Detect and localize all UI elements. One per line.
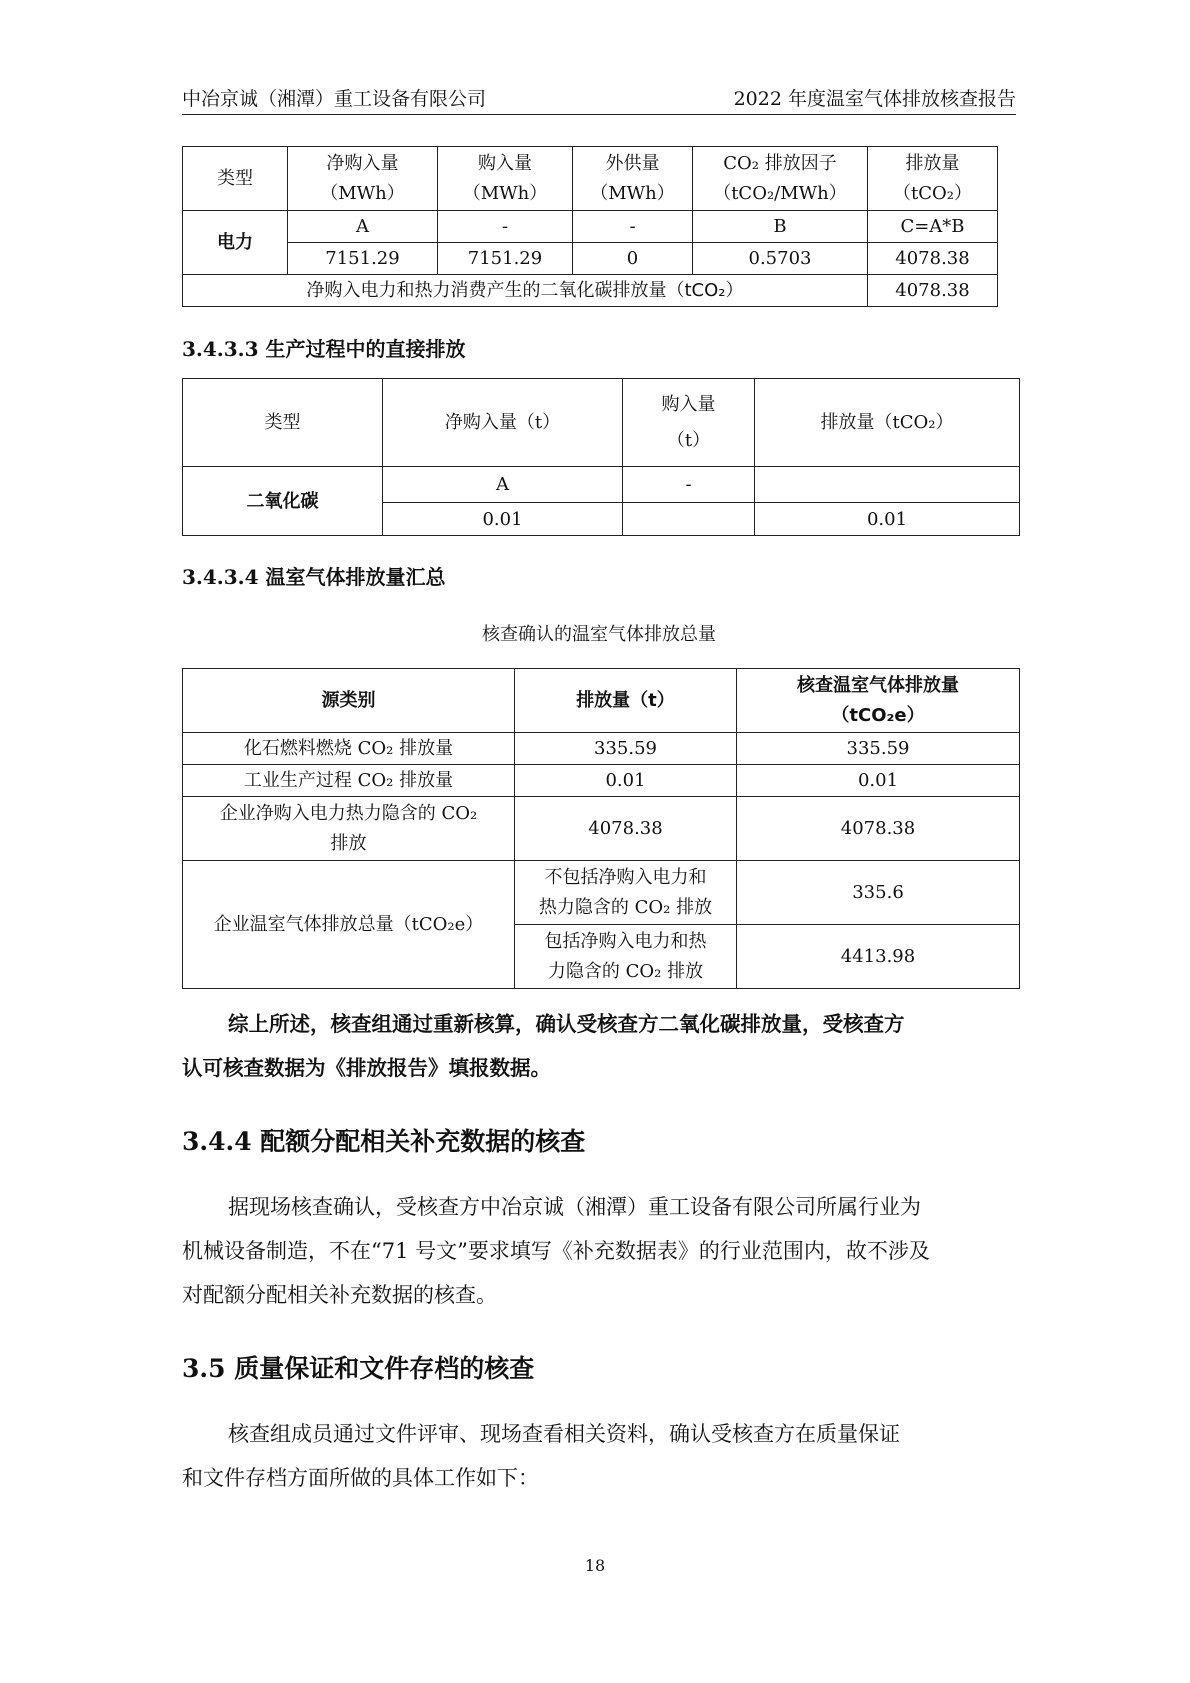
sub-label-including: 包括净购入电力和热 力隐含的 CO₂ 排放: [515, 925, 737, 989]
header-net-purchase: 净购入量 （MWh）: [288, 147, 438, 211]
table-cell: 0.01: [383, 503, 623, 536]
table-cell: 4078.38: [868, 243, 998, 275]
header-company: 中冶京诚（湘潭）重工设备有限公司: [182, 88, 487, 110]
row-label-process: 工业生产过程 CO₂ 排放量: [183, 765, 515, 797]
table-cell: B: [693, 211, 868, 243]
table-cell: 4413.98: [737, 925, 1020, 989]
table-cell: 7151.29: [288, 243, 438, 275]
table-cell: C=A*B: [868, 211, 998, 243]
row-label-fossil: 化石燃料燃烧 CO₂ 排放量: [183, 733, 515, 765]
table-cell: A: [288, 211, 438, 243]
sub-label-excluding: 不包括净购入电力和 热力隐含的 CO₂ 排放: [515, 861, 737, 925]
header-report-title: 2022 年度温室气体排放核查报告: [733, 88, 1016, 110]
row-label-purchased-power: 企业净购入电力热力隐含的 CO₂ 排放: [183, 797, 515, 861]
ghg-summary-table: [182, 668, 1020, 989]
header-emission: 排放量（tCO₂）: [755, 379, 1020, 467]
paragraph-344: 据现场核查确认，受核查方中冶京诚（湘潭）重工设备有限公司所属行业为 机械设备制造，不在“71 号文”要求填写《补充数据表》的行业范围内，故不涉及 对配额分配相关补充数据的核查。: [182, 1195, 930, 1307]
electricity-emission-table: [182, 146, 998, 307]
header-source: 源类别: [183, 669, 515, 733]
table-cell: A: [383, 467, 623, 503]
header-emission: 排放量 （tCO₂）: [868, 147, 998, 211]
table-cell: 0.5703: [693, 243, 868, 275]
table-cell: 4078.38: [737, 797, 1020, 861]
table-cell: -: [573, 211, 693, 243]
section-heading-3434: 3.4.3.4 温室气体排放量汇总: [182, 565, 446, 589]
header-verified: 核查温室气体排放量 （tCO₂e）: [737, 669, 1020, 733]
table-cell: 335.59: [515, 733, 737, 765]
row-label-electricity: 电力: [183, 211, 288, 275]
header-supply-out: 外供量 （MWh）: [573, 147, 693, 211]
section-heading-35: 3.5 质量保证和文件存档的核查: [182, 1354, 535, 1383]
table-cell: 0: [573, 243, 693, 275]
header-type: 类型: [183, 379, 383, 467]
paragraph-35: 核查组成员通过文件评审、现场查看相关资料，确认受核查方在质量保证 和文件存档方面所做的具体工作如下：: [182, 1422, 900, 1490]
table-cell: [755, 467, 1020, 503]
table-cell: -: [623, 467, 755, 503]
page-header: [182, 84, 1016, 115]
total-value: 4078.38: [868, 275, 998, 307]
table-cell: 0.01: [755, 503, 1020, 536]
row-label-total: 企业温室气体排放总量（tCO₂e）: [183, 861, 515, 989]
header-type: 类型: [183, 147, 288, 211]
header-net-purchase: 净购入量（t）: [383, 379, 623, 467]
section-heading-3433: 3.4.3.3 生产过程中的直接排放: [182, 337, 466, 361]
header-emission: 排放量（t）: [515, 669, 737, 733]
table-cell: 7151.29: [438, 243, 573, 275]
header-purchase: 购入量 （MWh）: [438, 147, 573, 211]
row-label-co2: 二氧化碳: [183, 467, 383, 536]
section-heading-344: 3.4.4 配额分配相关补充数据的核查: [182, 1127, 586, 1156]
page-number: 18: [584, 1556, 606, 1575]
table-cell: [623, 503, 755, 536]
table-cell: 335.59: [737, 733, 1020, 765]
table-cell: 0.01: [737, 765, 1020, 797]
header-purchase: 购入量 （t）: [623, 379, 755, 467]
table-cell: 0.01: [515, 765, 737, 797]
total-label: 净购入电力和热力消费产生的二氧化碳排放量（tCO₂）: [183, 275, 868, 307]
table-cell: 335.6: [737, 861, 1020, 925]
process-emission-table: [182, 378, 1020, 536]
header-emission-factor: CO₂ 排放因子 （tCO₂/MWh）: [693, 147, 868, 211]
conclusion-paragraph: 综上所述，核查组通过重新核算，确认受核查方二氧化碳排放量，受核查方 认可核查数据为《排放报告》填报数据。: [182, 1012, 905, 1080]
table-caption: 核查确认的温室气体排放总量: [482, 624, 716, 645]
table-cell: 4078.38: [515, 797, 737, 861]
table-cell: -: [438, 211, 573, 243]
